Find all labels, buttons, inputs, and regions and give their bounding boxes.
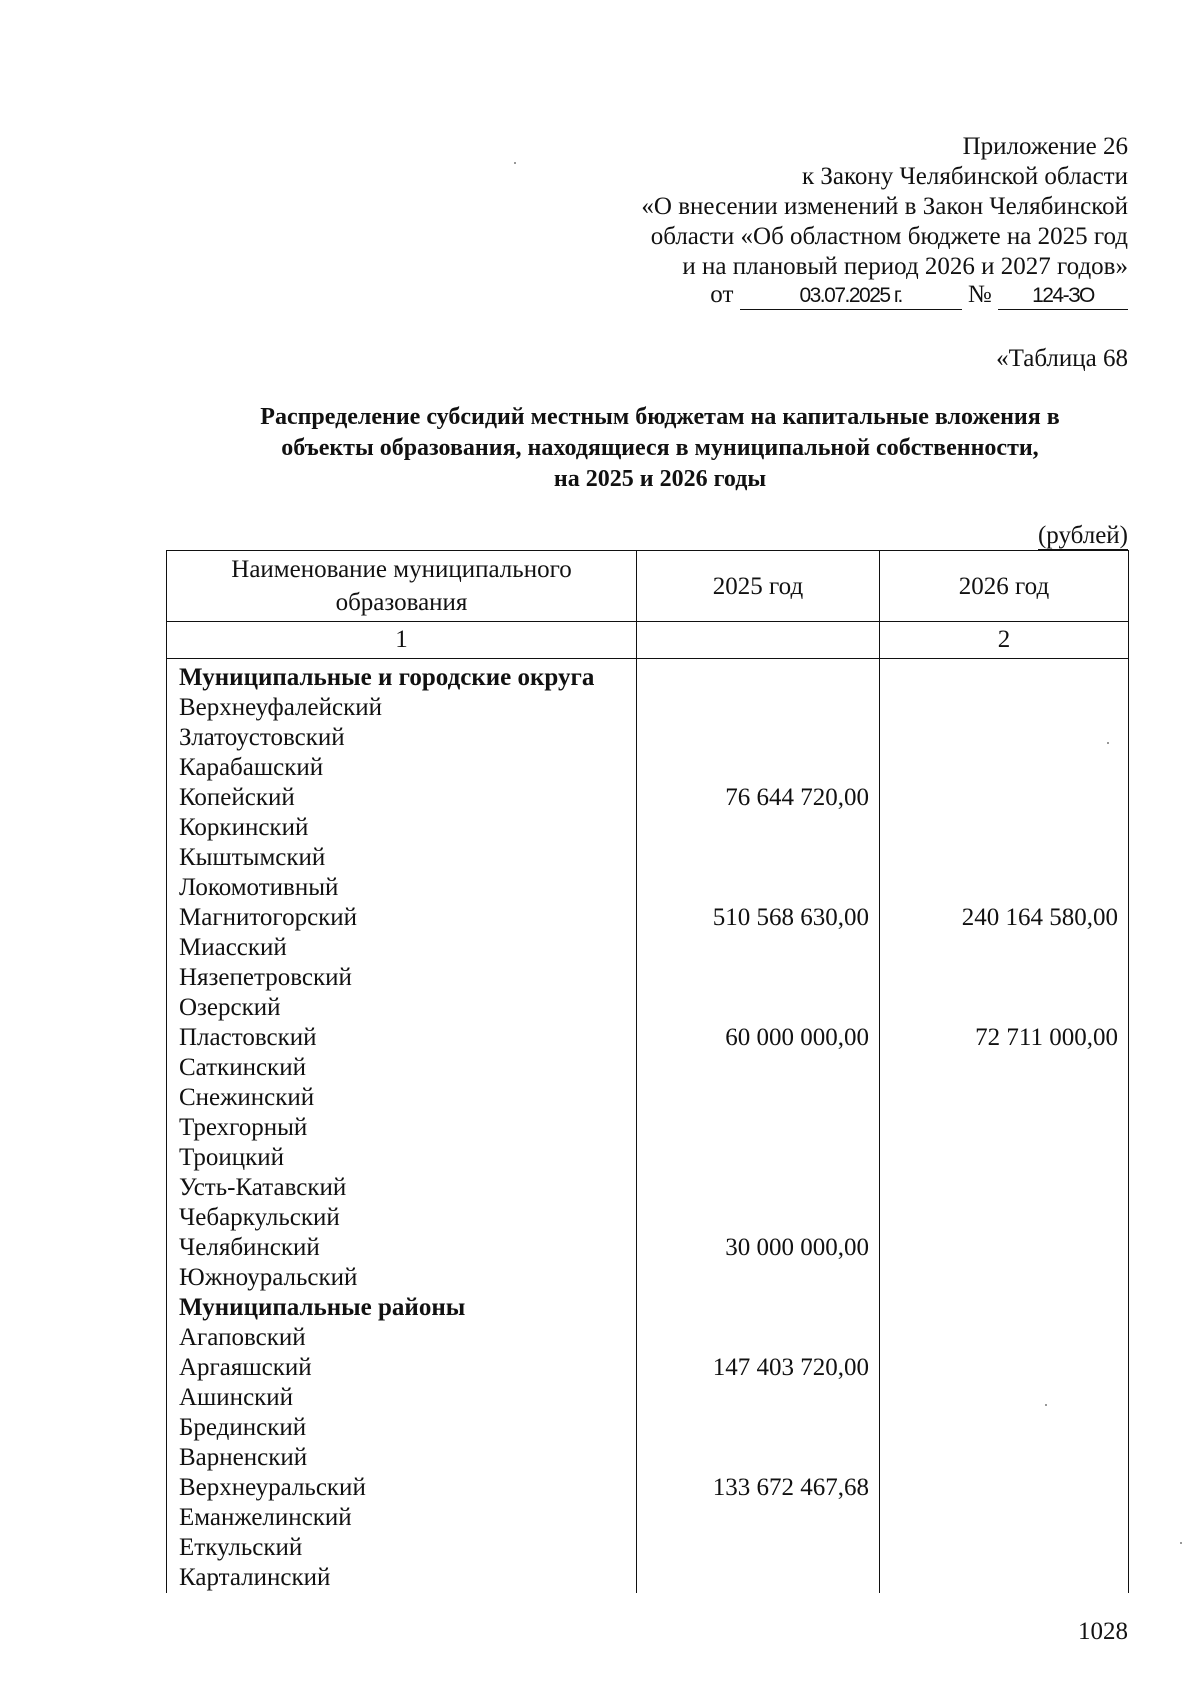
municipality-name: Трехгорный (179, 1114, 308, 1141)
value-2026 (880, 993, 1128, 1023)
municipality-name: Усть-Катавский (179, 1174, 347, 1201)
value-2026: 240 164 580,00 (961, 904, 1118, 931)
value-2026 (880, 1083, 1128, 1113)
value-2026 (880, 1053, 1128, 1083)
appendix-line: области «Об областном бюджете на 2025 год (650, 223, 1128, 250)
value-2025: 133 672 467,68 (712, 1474, 869, 1501)
value-2025 (637, 1083, 879, 1113)
value-2025 (637, 663, 879, 693)
value-2025 (637, 1533, 879, 1563)
section-heading: Муниципальные и городские округа (179, 664, 595, 691)
value-2026 (880, 753, 1128, 783)
value-2026 (880, 963, 1128, 993)
municipality-name: Еткульский (179, 1534, 303, 1561)
municipality-name: Златоустовский (179, 724, 345, 751)
value-2025 (637, 1173, 879, 1203)
appendix-line: Приложение 26 (962, 133, 1128, 160)
value-2025 (637, 1563, 879, 1593)
header-2026: 2026 год (880, 551, 1129, 622)
municipality-name: Миасский (179, 934, 287, 961)
value-2025 (637, 933, 879, 963)
value-2026 (880, 1173, 1128, 1203)
municipality-name: Саткинский (179, 1054, 306, 1081)
value-2026: 72 711 000,00 (975, 1024, 1118, 1051)
municipality-name: Коркинский (179, 814, 309, 841)
value-2026 (880, 1263, 1128, 1293)
title-line: на 2025 и 2026 годы (553, 466, 767, 492)
value-2026 (880, 933, 1128, 963)
value-2025 (637, 1203, 879, 1233)
municipality-name: Пластовский (179, 1024, 317, 1051)
municipality-name: Верхнеуральский (179, 1474, 366, 1501)
value-2025 (637, 753, 879, 783)
law-number: 124-ЗО (998, 283, 1128, 310)
law-date-number-row (528, 280, 1128, 310)
value-2026 (880, 843, 1128, 873)
section-heading: Муниципальные районы (179, 1294, 466, 1321)
value-2025: 510 568 630,00 (712, 904, 869, 931)
number-sign: № (967, 281, 992, 308)
header-2025: 2025 год (637, 551, 880, 622)
value-2025 (637, 873, 879, 903)
value-2025 (637, 1263, 879, 1293)
value-2026 (880, 873, 1128, 903)
value-2026 (880, 1323, 1128, 1353)
value-2025 (637, 1503, 879, 1533)
column-number: 1 (167, 622, 637, 659)
municipality-name: Нязепетровский (179, 964, 352, 991)
value-2026 (880, 1113, 1128, 1143)
values-2025-column (637, 659, 880, 1594)
value-2025 (637, 1443, 879, 1473)
municipality-name: Ашинский (179, 1384, 294, 1411)
municipality-name: Южноуральский (179, 1264, 358, 1291)
municipality-name: Брединский (179, 1414, 307, 1441)
municipality-name: Магнитогорский (179, 904, 358, 931)
value-2026 (880, 1233, 1128, 1263)
subsidy-table (166, 550, 1129, 1593)
scan-speck (1180, 1542, 1182, 1544)
municipality-name: Снежинский (179, 1084, 315, 1111)
scan-speck (514, 162, 516, 164)
value-2026 (880, 1353, 1128, 1383)
table-label: «Таблица 68 (996, 345, 1128, 372)
value-2026 (880, 1203, 1128, 1233)
column-number (637, 622, 880, 659)
page-number: 1028 (1078, 1618, 1128, 1645)
title-line: объекты образования, находящиеся в муниципальной собственности, (281, 435, 1039, 461)
value-2025 (637, 723, 879, 753)
scan-speck (1107, 742, 1109, 744)
table-header-row (167, 551, 1129, 622)
from-label: от (710, 281, 734, 308)
appendix-line: «О внесении изменений в Закон Челябинской (641, 193, 1128, 220)
municipality-column (167, 659, 637, 1594)
municipality-name: Карабашский (179, 754, 324, 781)
values-2026-column (880, 659, 1129, 1594)
value-2025: 147 403 720,00 (712, 1354, 869, 1381)
value-2025 (637, 1293, 879, 1323)
value-2025 (637, 1053, 879, 1083)
municipality-name: Кыштымский (179, 844, 326, 871)
municipality-name: Верхнеуфалейский (179, 694, 382, 721)
value-2025 (637, 1323, 879, 1353)
units-label (1038, 522, 1128, 550)
table-body-row (167, 659, 1129, 1594)
value-2026 (880, 1473, 1128, 1503)
municipality-name: Карталинский (179, 1564, 331, 1591)
appendix-line: и на плановый период 2026 и 2027 годов» (682, 253, 1128, 280)
value-2026 (880, 813, 1128, 843)
value-2026 (880, 663, 1128, 693)
value-2025 (637, 843, 879, 873)
value-2025 (637, 1113, 879, 1143)
value-2025: 30 000 000,00 (725, 1234, 869, 1261)
municipality-name: Копейский (179, 784, 295, 811)
municipality-name: Чебаркульский (179, 1204, 340, 1231)
value-2025: 76 644 720,00 (725, 784, 869, 811)
value-2025 (637, 813, 879, 843)
value-2026 (880, 1503, 1128, 1533)
scan-speck (1045, 1404, 1047, 1406)
title-line: Распределение субсидий местным бюджетам на капитальные вложения в (260, 404, 1060, 430)
value-2026 (880, 783, 1128, 813)
value-2025 (637, 1413, 879, 1443)
value-2026 (880, 1143, 1128, 1173)
header-municipality: Наименование муниципального образования (167, 551, 637, 622)
value-2026 (880, 1293, 1128, 1323)
appendix-header (528, 132, 1128, 310)
municipality-name: Агаповский (179, 1324, 306, 1351)
value-2026 (880, 1563, 1128, 1593)
value-2026 (880, 723, 1128, 753)
value-2025 (637, 1383, 879, 1413)
value-2026 (880, 1443, 1128, 1473)
value-2026 (880, 1413, 1128, 1443)
value-2026 (880, 1533, 1128, 1563)
municipality-name: Троицкий (179, 1144, 284, 1171)
municipality-name: Локомотивный (179, 874, 339, 901)
municipality-name: Варненский (179, 1444, 308, 1471)
column-numbers-row (167, 622, 1129, 659)
municipality-name: Озерский (179, 994, 281, 1021)
value-2025 (637, 993, 879, 1023)
municipality-name: Челябинский (179, 1234, 320, 1261)
value-2025 (637, 1143, 879, 1173)
value-2025 (637, 963, 879, 993)
law-date: 03.07.2025 г. (740, 283, 962, 310)
document-title (160, 402, 1160, 495)
municipality-name: Аргаяшский (179, 1354, 312, 1381)
value-2026 (880, 1383, 1128, 1413)
value-2025: 60 000 000,00 (725, 1024, 869, 1051)
municipality-name: Еманжелинский (179, 1504, 352, 1531)
units-text: (рублей) (1037, 522, 1128, 549)
column-number: 2 (880, 622, 1129, 659)
value-2025 (637, 693, 879, 723)
appendix-line: к Закону Челябинской области (802, 163, 1128, 190)
value-2026 (880, 693, 1128, 723)
